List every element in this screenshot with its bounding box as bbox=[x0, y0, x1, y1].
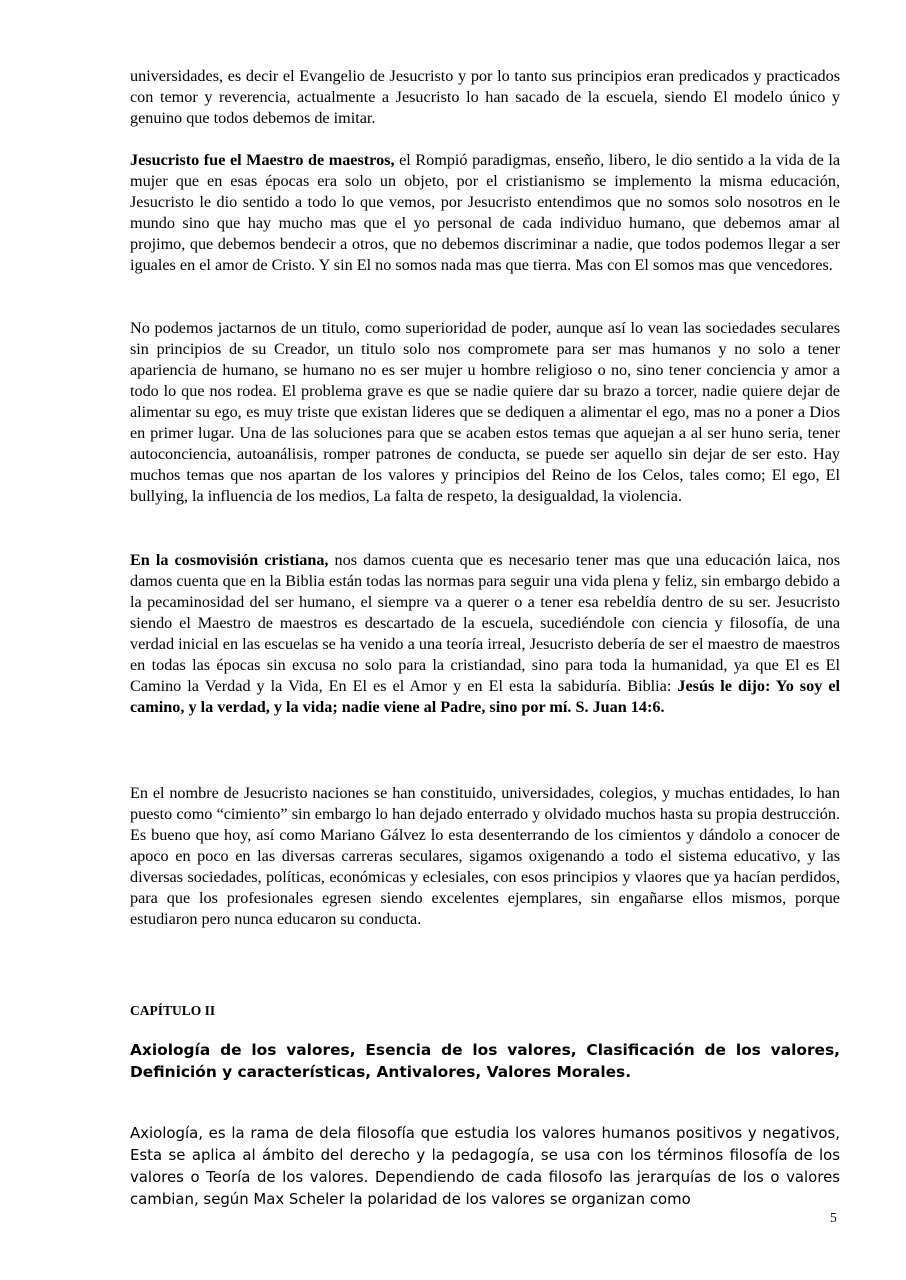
paragraph-4-text: nos damos cuenta que es necesario tener mas que una educación laica, nos damos cuenta que en la Biblia están todas las normas para seguir una vida plena y feliz, sin embargo debido a la pecaminosidad del ser humano, el siempre va a querer o a tener esa rebeldía dentro de su ser. Jesucristo siendo el Maestro de maestros es descartado de la escuela, sucediéndole con ciencia y filosofía, de una verdad inicial en las escuelas se ha venido a una teoría irreal, Jesucristo debería de ser el maestro de maestros en todas las épocas sin excusa no solo para la cristiandad, sino para toda la humanidad, ya que El es El Camino la Verdad y la Vida, En El es el Amor y en El esta la sabiduría. Biblia: bbox=[130, 551, 840, 695]
page-number: 5 bbox=[830, 1210, 837, 1225]
paragraph-3 bbox=[130, 318, 840, 507]
paragraph-3-text: No podemos jactarnos de un titulo, como superioridad de poder, aunque así lo vean las sociedades seculares sin principios de su Creador, un titulo solo nos compromete para ser mas humanos y no solo a tener apariencia de humano, se humano no es ser mujer u hombre religioso o no, sino tener conciencia y amor a todo lo que nos rodea. El problema grave es que se nadie quiere dar su brazo a torcer, nadie quiere dejar de alimentar su ego, es muy triste que existan lideres que se dediquen a alimentar el ego, mas no a poner a Dios en primer lugar. Una de las soluciones para que se acaben estos temas que aquejan a al ser huno seria, tener autoconciencia, autoanálisis, romper patrones de conducta, se puede ser aquello sin dejar de ser esto. Hay muchos temas que nos apartan de los valores y principios del Reino de los Celos, tales como; El ego, El bullying, la influencia de los medios, La falta de respeto, la desigualdad, la violencia. bbox=[130, 319, 840, 505]
paragraph-5-text: En el nombre de Jesucristo naciones se han constituido, universidades, colegios, y muchas entidades, lo han puesto como “cimiento” sin embargo lo han dejado enterrado y olvidado muchos hasta su propia destrucción. Es bueno que hoy, así como Mariano Gálvez lo esta desenterrando de los cimientos y dándolo a conocer de apoco en poco en las diversas carreras seculares, sigamos oxigenando a todo el sistema educativo, y las diversas sociedades, políticas, económicas y eclesiales, con esos principios y vlaores que ya hacían perdidos, para que los profesionales egresen siendo excelentes ejemplares, sin engañarse ellos mismos, porque estudiaron pero nunca educaron su conducta. bbox=[130, 784, 840, 928]
paragraph-2-text: el Rompió paradigmas, enseño, libero, le dio sentido a la vida de la mujer que en esas épocas era solo un objeto, por el cristianismo se implemento la misma educación, Jesucristo le dio sentido a todo lo que vemos, por Jesucristo entendimos que no somos solo nosotros en le mundo sino que hay mucho mas que el yo personal de cada individuo humano, que debemos amar al projimo, que debemos bendecir a otros, que no debemos discriminar a nadie, que todos podemos llegar a ser iguales en el amor de Cristo. Y sin El no somos nada mas que tierra. Mas con El somos mas que vencedores. bbox=[130, 151, 841, 274]
paragraph-1-text: universidades, es decir el Evangelio de Jesucristo y por lo tanto sus principios eran predicados y practicados con temor y reverencia, actualmente a Jesucristo lo han sacado de la escuela, siendo El modelo único y genuino que todos debemos de imitar. bbox=[130, 67, 840, 127]
paragraph-6: Axiología, es la rama de dela filosofía que estudia los valores humanos positivos y negativos, Esta se aplica al ámbito del derecho y la pedagogía, se usa con los términos filosofía de los valores o Teoría de los valores. Dependiendo de cada filosofo las jerarquías de los o valores cambian, según Max Scheler la polaridad de los valores se organizan como bbox=[130, 1124, 840, 1208]
paragraph-4-bold-lead: En la cosmovisión cristiana, bbox=[130, 551, 329, 569]
paragraph-5 bbox=[130, 783, 840, 930]
chapter-title: CAPÍTULO II bbox=[130, 1003, 216, 1018]
paragraph-2-bold-lead: Jesucristo fue el Maestro de maestros, bbox=[130, 151, 395, 169]
paragraph-2 bbox=[130, 150, 840, 276]
bible-quote: Jesús le dijo: Yo soy el camino, y la verdad, y la vida; nadie viene al Padre, sino por mí. S. Juan 14:6. bbox=[130, 677, 840, 716]
paragraph-4 bbox=[130, 550, 840, 718]
paragraph-1 bbox=[130, 66, 840, 129]
section-heading: Axiología de los valores, Esencia de los valores, Clasificación de los valores, Definición y características, Antivalores, Valores Morales. bbox=[130, 1041, 840, 1081]
